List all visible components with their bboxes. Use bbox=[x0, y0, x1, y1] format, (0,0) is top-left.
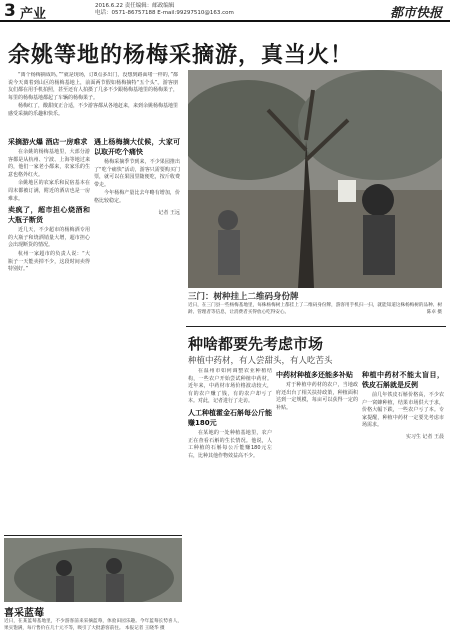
story2-subhead-2: 中药材种植多还能多补贴 bbox=[276, 371, 353, 379]
lead-intro-para: “离个杨梅摘成吗，”“就是现场，订8点多出门，没想到路面堵一样的，”都说今天离着到山区的杨梅基地上，前面两节假如杨梅摘特“五个头”。游客朋友们都在用手机拍照，甚至还有人拍摄了几多不少跟杨梅基地里的杨梅果子，每里的杨梅基地都起了车辆的杨梅果子。 bbox=[8, 72, 178, 101]
lead-subhead-2: 卖疯了，超市担心烧酒和大瓶子断货 bbox=[8, 206, 90, 225]
body-para: 杨梅采摘季节到来，不少果园推出了“吃个痛快”活动，游客只需要购买门票，就可以在果园里随便吃，按斤收费带走。 bbox=[94, 159, 180, 188]
body-para: 近几天，不少超市的杨梅酒专用的大瓶子和烧酒销量大增，超市担心会出现断货的情况。 bbox=[8, 227, 90, 249]
section-name: 产业 bbox=[20, 7, 47, 22]
photo-caption bbox=[188, 302, 442, 324]
masthead-info bbox=[95, 3, 234, 17]
story2-subhead-3: 种植中药材不能太盲目，铁皮石斛就是反例 bbox=[362, 371, 444, 389]
story2-subhead-1: 人工种植霍金石斛每公斤能赚180元 bbox=[188, 408, 272, 427]
editor-line: 责任编辑：邮政编辑 bbox=[124, 3, 175, 9]
blueberry-headline: 喜采蓝莓 bbox=[4, 608, 44, 619]
blueberry-photo bbox=[4, 538, 182, 602]
body-para: 余姚地区的农家乐和民宿基本在周末都被订满，附近的酒店也是一房难求。 bbox=[8, 180, 90, 202]
lead-subhead-3: 遇上杨梅摘大仗候，大家可以取开吃个痛快 bbox=[94, 138, 180, 156]
blueberry-box bbox=[4, 535, 182, 638]
story2-col-2 bbox=[276, 368, 358, 636]
photo-caption-text: 近日，在三门县一些杨梅基地里，每株杨梅树上都挂上了二维码身份牌，游客用手机扫一扫，就能知道这株杨梅树的品种、树龄、管理者等信息，让消费者买得放心吃得安心。 bbox=[188, 303, 442, 315]
issue-date: 2016.6.22 bbox=[95, 3, 123, 9]
lead-subhead-1: 采摘游火爆 酒店一房难求 bbox=[8, 138, 88, 146]
body-para: 今年杨梅产量比去年略有增加，价格比较稳定。 bbox=[94, 190, 180, 204]
phone-line: 电话：0571-86757188 bbox=[95, 10, 156, 16]
photo-qr-tree bbox=[188, 70, 442, 288]
blueberry-photo-image bbox=[4, 538, 182, 602]
story2-reporter: 实习生 记者 王晨 bbox=[405, 433, 444, 440]
blueberry-credit: 本报记者 王晓华 摄 bbox=[124, 626, 165, 631]
story2-subtitle: 种植中药材，有人尝甜头，有人吃苦头 bbox=[188, 356, 333, 366]
lead-intro-para: 杨梅红了，酸甜度正合适，不少游客都从各地赶来，来到余姚杨梅基地里感受采摘的乐趣和快乐。 bbox=[8, 103, 178, 117]
story2-col-3 bbox=[362, 368, 444, 636]
body-para: 在某地的一处种植基地里，农户正在查看石斛的生长情况。他说，人工种植的石斛每公斤能赚180元左右，比种其他作物效益高不少。 bbox=[188, 429, 272, 459]
body-para: 杭州一家超市的负责人说：“大瓶子一天能卖掉不少，这段时间卖得特别好。” bbox=[8, 250, 90, 273]
lead-intro bbox=[8, 72, 178, 134]
lead-reporter: 记者 王远 bbox=[158, 209, 180, 216]
story2-headline: 种啥都要先考虑市场 bbox=[188, 335, 324, 353]
masthead bbox=[0, 0, 450, 22]
divider bbox=[186, 326, 446, 327]
lead-col-1 bbox=[8, 135, 90, 530]
photo-credit: 陈卓 摄 bbox=[426, 310, 442, 315]
body-para: 在温州市如何调整农业种植结构，一些农户开始尝试种植中药材。近年来，中药材市场价格波动较大，有的农户赚了钱，有的农户却亏了本。对此，记者进行了走访。 bbox=[188, 368, 272, 405]
lead-headline: 余姚等地的杨梅采摘游，真当火！ bbox=[8, 43, 354, 68]
photo-caption-title: 三门：树种挂上二维码身份牌 bbox=[188, 292, 299, 302]
page-number: 3 bbox=[4, 1, 16, 21]
body-para: 在余姚的杨梅基地里，大部分游客都是从杭州、宁波、上海等地过来的，他们一家老小都来，农家乐的生意也格外红火。 bbox=[8, 149, 90, 178]
body-para: 前几年铁皮石斛价格高，不少农户一窝蜂种植，结果市场供大于求，价格大幅下跌，一些农户亏了本。专家提醒，种植中药材一定要先考虑市场需求。 bbox=[362, 392, 444, 429]
body-para: 对于种植中药材的农户，当地政府还出台了相关扶持政策，种植面积达到一定规模，每亩可以获得一定的补贴。 bbox=[276, 382, 358, 411]
email-line: E-mail:99297510@163.com bbox=[157, 10, 234, 16]
blueberry-caption bbox=[4, 618, 182, 638]
lead-col-2 bbox=[94, 135, 180, 530]
blueberry-text: 近日，在某蓝莓基地里，不少游客前来采摘蓝莓，体验田园乐趣。今年蓝莓长势喜人，果实饱满，每斤售价在几十元不等，吸引了大批游客前往。 bbox=[4, 619, 182, 631]
story2-col-1 bbox=[188, 368, 272, 636]
paper-logo: 都市快报 bbox=[389, 6, 442, 21]
photo-image bbox=[188, 70, 442, 288]
